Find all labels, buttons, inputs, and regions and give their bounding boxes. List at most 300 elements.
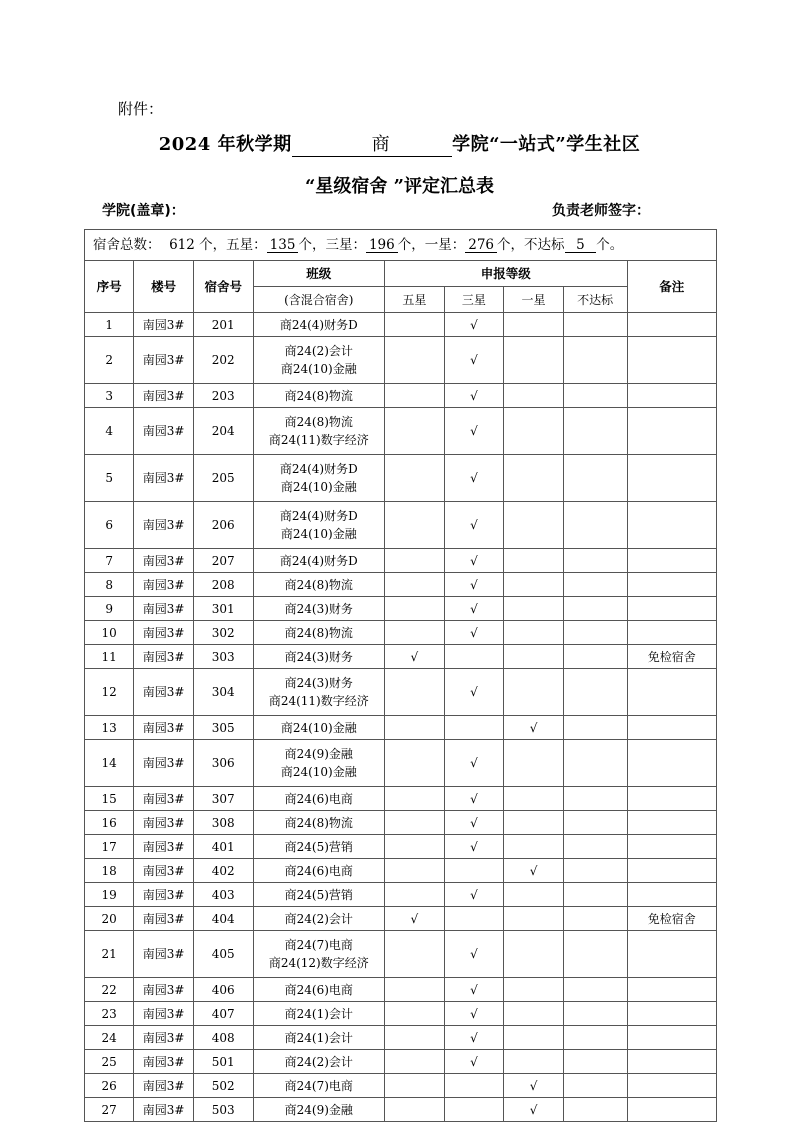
remark-cell [627, 811, 716, 835]
header-grade: 申报等级 [385, 261, 627, 287]
room-cell: 501 [193, 1050, 253, 1074]
header-class: 班级 [253, 261, 385, 287]
building-cell: 南园3# [134, 1098, 194, 1122]
class-cell [253, 549, 385, 573]
class-cell [253, 835, 385, 859]
grade-one-cell [504, 573, 564, 597]
room-cell: 407 [193, 1002, 253, 1026]
building-cell: 南园3# [134, 835, 194, 859]
building-cell: 南园3# [134, 645, 194, 669]
grade-fail-cell [563, 597, 627, 621]
class-name: 商24(4)财务D [279, 553, 358, 568]
row-number: 20 [85, 907, 134, 931]
class-name: 商24(5)营销 [284, 839, 353, 854]
check-mark: √ [470, 815, 478, 830]
grade-five-cell [385, 1098, 445, 1122]
grade-three-cell [444, 1074, 504, 1098]
five-star-count: 135 [267, 238, 299, 253]
teacher-sign-label: 负责老师签字： [552, 203, 650, 219]
check-mark: √ [529, 1078, 538, 1093]
table-row [85, 883, 717, 907]
class-cell [253, 859, 385, 883]
title-prefix: 2024 年秋学期 [158, 134, 292, 155]
table-row [85, 384, 717, 408]
grade-three-cell [444, 597, 504, 621]
grade-five-cell [385, 384, 445, 408]
table-row [85, 1074, 717, 1098]
table-row [85, 313, 717, 337]
grade-five-cell [385, 313, 445, 337]
grade-five-cell [385, 645, 445, 669]
grade-five-cell [385, 787, 445, 811]
grade-fail-cell [563, 408, 627, 455]
grade-five-cell [385, 859, 445, 883]
room-cell: 302 [193, 621, 253, 645]
class-cell [253, 313, 385, 337]
room-cell: 406 [193, 978, 253, 1002]
class-name: 商24(10)金融 [280, 720, 357, 735]
class-name: 商24(11)数字经济 [268, 694, 369, 708]
check-mark: √ [470, 353, 478, 367]
building-cell: 南园3# [134, 1026, 194, 1050]
grade-five-cell [385, 740, 445, 787]
remark-cell [627, 740, 716, 787]
class-cell [253, 1026, 385, 1050]
remark-cell [627, 1002, 716, 1026]
row-number: 14 [85, 740, 134, 787]
class-name: 商24(4)财务D [279, 317, 358, 332]
grade-one-cell [504, 1002, 564, 1026]
building-cell: 南园3# [134, 597, 194, 621]
fail-count: 5 [565, 238, 597, 253]
check-mark: √ [529, 720, 538, 735]
class-name: 商24(7)电商 [284, 1078, 353, 1093]
remark-cell [627, 408, 716, 455]
check-mark: √ [470, 947, 478, 961]
class-cell [253, 907, 385, 931]
room-cell: 305 [193, 716, 253, 740]
row-number: 17 [85, 835, 134, 859]
table-row [85, 455, 717, 502]
grade-fail-cell [563, 573, 627, 597]
grade-five-cell [385, 549, 445, 573]
grade-five-cell [385, 907, 445, 931]
building-cell: 南园3# [134, 549, 194, 573]
grade-fail-cell [563, 337, 627, 384]
grade-three-cell [444, 835, 504, 859]
remark-cell [627, 1098, 716, 1122]
grade-fail-cell [563, 549, 627, 573]
grade-three-cell [444, 573, 504, 597]
class-cell [253, 337, 385, 384]
grade-five-cell [385, 1002, 445, 1026]
college-fill: 商 [292, 130, 453, 157]
remark-cell [627, 549, 716, 573]
grade-fail-cell [563, 313, 627, 337]
grade-five-cell [385, 883, 445, 907]
grade-three-cell [444, 645, 504, 669]
building-cell: 南园3# [134, 716, 194, 740]
grade-fail-cell [563, 669, 627, 716]
class-name: 商24(2)会计 [284, 344, 353, 358]
attachment-label: 附件： [118, 100, 164, 118]
building-cell: 南园3# [134, 313, 194, 337]
grade-one-cell [504, 502, 564, 549]
building-cell: 南园3# [134, 907, 194, 931]
check-mark: √ [470, 1030, 478, 1045]
room-cell: 403 [193, 883, 253, 907]
remark-cell [627, 1026, 716, 1050]
room-cell: 203 [193, 384, 253, 408]
grade-three-cell [444, 549, 504, 573]
grade-five-cell [385, 337, 445, 384]
grade-five-cell [385, 835, 445, 859]
row-number: 24 [85, 1026, 134, 1050]
grade-five-cell [385, 455, 445, 502]
table-row [85, 859, 717, 883]
row-number: 9 [85, 597, 134, 621]
header-one-star: 一星 [504, 287, 564, 313]
check-mark: √ [470, 553, 478, 568]
building-cell: 南园3# [134, 669, 194, 716]
grade-three-cell [444, 384, 504, 408]
class-name: 商24(6)电商 [284, 863, 353, 878]
check-mark: √ [470, 1054, 478, 1069]
grade-one-cell [504, 337, 564, 384]
building-cell: 南园3# [134, 883, 194, 907]
room-cell: 207 [193, 549, 253, 573]
class-cell [253, 716, 385, 740]
building-cell: 南园3# [134, 337, 194, 384]
grade-one-cell [504, 1026, 564, 1050]
college-seal-label: 学院(盖章)： [102, 203, 185, 219]
table-row [85, 740, 717, 787]
grade-one-cell [504, 883, 564, 907]
grade-one-cell [504, 408, 564, 455]
class-cell [253, 931, 385, 978]
grade-fail-cell [563, 1098, 627, 1122]
room-cell: 204 [193, 408, 253, 455]
row-number: 5 [85, 455, 134, 502]
grade-three-cell [444, 337, 504, 384]
building-cell: 南园3# [134, 787, 194, 811]
table-row [85, 621, 717, 645]
table-row [85, 931, 717, 978]
class-name: 商24(7)电商 [284, 938, 353, 952]
grade-three-cell [444, 740, 504, 787]
grade-three-cell [444, 669, 504, 716]
class-name: 商24(1)会计 [284, 1030, 353, 1045]
grade-one-cell [504, 645, 564, 669]
building-cell: 南园3# [134, 1074, 194, 1098]
grade-five-cell [385, 502, 445, 549]
remark-cell [627, 573, 716, 597]
table-row [85, 1050, 717, 1074]
class-name: 商24(8)物流 [284, 577, 353, 592]
room-cell: 308 [193, 811, 253, 835]
class-cell [253, 1098, 385, 1122]
grade-three-cell [444, 1098, 504, 1122]
remark-cell [627, 313, 716, 337]
header-room: 宿舍号 [193, 261, 253, 313]
check-mark: √ [529, 1102, 538, 1117]
check-mark: √ [470, 982, 478, 997]
room-cell: 404 [193, 907, 253, 931]
grade-three-cell [444, 621, 504, 645]
class-cell [253, 1050, 385, 1074]
grade-fail-cell [563, 978, 627, 1002]
grade-one-cell [504, 1050, 564, 1074]
check-mark: √ [470, 685, 478, 699]
remark-cell [627, 835, 716, 859]
table-row [85, 669, 717, 716]
class-cell [253, 669, 385, 716]
check-mark: √ [470, 601, 478, 616]
remark-cell [627, 931, 716, 978]
grade-one-cell [504, 859, 564, 883]
table-row [85, 549, 717, 573]
grade-fail-cell [563, 716, 627, 740]
grade-three-cell [444, 1002, 504, 1026]
check-mark: √ [470, 471, 478, 485]
row-number: 26 [85, 1074, 134, 1098]
class-cell [253, 455, 385, 502]
room-cell: 202 [193, 337, 253, 384]
room-cell: 401 [193, 835, 253, 859]
room-cell: 205 [193, 455, 253, 502]
remark-cell [627, 978, 716, 1002]
room-cell: 306 [193, 740, 253, 787]
grade-five-cell [385, 621, 445, 645]
building-cell: 南园3# [134, 455, 194, 502]
building-cell: 南园3# [134, 1002, 194, 1026]
class-name: 商24(10)金融 [280, 480, 357, 494]
document-title [0, 130, 799, 157]
grade-one-cell [504, 978, 564, 1002]
document-subtitle: “星级宿舍 ”评定汇总表 [305, 176, 494, 197]
header-fail: 不达标 [563, 287, 627, 313]
remark-cell [627, 669, 716, 716]
check-mark: √ [529, 863, 538, 878]
grade-five-cell [385, 1074, 445, 1098]
building-cell: 南园3# [134, 740, 194, 787]
remark-cell [627, 883, 716, 907]
grade-one-cell [504, 455, 564, 502]
grade-fail-cell [563, 787, 627, 811]
row-number: 27 [85, 1098, 134, 1122]
row-number: 23 [85, 1002, 134, 1026]
row-number: 7 [85, 549, 134, 573]
grade-fail-cell [563, 1002, 627, 1026]
class-name: 商24(11)数字经济 [268, 433, 369, 447]
table-row [85, 502, 717, 549]
remark-cell [627, 621, 716, 645]
room-cell: 408 [193, 1026, 253, 1050]
remark-cell [627, 384, 716, 408]
room-cell: 201 [193, 313, 253, 337]
grade-fail-cell [563, 455, 627, 502]
class-cell [253, 740, 385, 787]
building-cell: 南园3# [134, 859, 194, 883]
grade-five-cell [385, 408, 445, 455]
check-mark: √ [470, 839, 478, 854]
grade-one-cell [504, 621, 564, 645]
class-name: 商24(8)物流 [284, 815, 353, 830]
grade-five-cell [385, 573, 445, 597]
class-name: 商24(10)金融 [280, 362, 357, 376]
class-cell [253, 573, 385, 597]
grade-five-cell [385, 1026, 445, 1050]
class-name: 商24(10)金融 [280, 765, 357, 779]
grade-fail-cell [563, 1050, 627, 1074]
class-name: 商24(6)电商 [284, 791, 353, 806]
grade-three-cell [444, 408, 504, 455]
grade-fail-cell [563, 621, 627, 645]
grade-three-cell [444, 716, 504, 740]
check-mark: √ [470, 887, 478, 902]
row-number: 8 [85, 573, 134, 597]
summary-table [84, 229, 717, 1122]
title-suffix: 学院“一站式”学生社区 [452, 134, 641, 155]
grade-one-cell [504, 931, 564, 978]
grade-three-cell [444, 1026, 504, 1050]
row-number: 13 [85, 716, 134, 740]
grade-one-cell [504, 1074, 564, 1098]
class-name: 商24(4)财务D [279, 509, 358, 523]
class-name: 商24(12)数字经济 [268, 956, 369, 970]
remark-cell: 免检宿舍 [627, 907, 716, 931]
grade-one-cell [504, 384, 564, 408]
class-name: 商24(1)会计 [284, 1006, 353, 1021]
one-star-count: 276 [465, 238, 497, 253]
row-number: 1 [85, 313, 134, 337]
grade-fail-cell [563, 1026, 627, 1050]
building-cell: 南园3# [134, 408, 194, 455]
room-cell: 208 [193, 573, 253, 597]
row-number: 22 [85, 978, 134, 1002]
table-row [85, 1098, 717, 1122]
grade-three-cell [444, 883, 504, 907]
class-cell [253, 502, 385, 549]
class-name: 商24(9)金融 [284, 1102, 353, 1117]
grade-one-cell [504, 811, 564, 835]
grade-three-cell [444, 502, 504, 549]
room-cell: 303 [193, 645, 253, 669]
class-name: 商24(2)会计 [284, 911, 353, 926]
grade-three-cell [444, 859, 504, 883]
row-number: 18 [85, 859, 134, 883]
class-cell [253, 1074, 385, 1098]
row-number: 12 [85, 669, 134, 716]
class-name: 商24(9)金融 [284, 747, 353, 761]
grade-three-cell [444, 787, 504, 811]
grade-one-cell [504, 549, 564, 573]
check-mark: √ [470, 1006, 478, 1021]
grade-one-cell [504, 313, 564, 337]
check-mark: √ [470, 518, 478, 532]
check-mark: √ [470, 791, 478, 806]
class-name: 商24(8)物流 [284, 388, 353, 403]
remark-cell [627, 337, 716, 384]
remark-cell [627, 502, 716, 549]
table-row [85, 811, 717, 835]
table-row [85, 1026, 717, 1050]
three-star-count: 196 [366, 238, 398, 253]
building-cell: 南园3# [134, 621, 194, 645]
grade-one-cell [504, 740, 564, 787]
table-row [85, 573, 717, 597]
class-name: 商24(8)物流 [284, 625, 353, 640]
class-name: 商24(2)会计 [284, 1054, 353, 1069]
class-name: 商24(6)电商 [284, 982, 353, 997]
table-row [85, 787, 717, 811]
grade-three-cell [444, 811, 504, 835]
table-row [85, 645, 717, 669]
check-mark: √ [470, 625, 478, 640]
class-cell [253, 978, 385, 1002]
grade-fail-cell [563, 384, 627, 408]
room-cell: 304 [193, 669, 253, 716]
class-name: 商24(3)财务 [284, 649, 353, 664]
grade-fail-cell [563, 811, 627, 835]
grade-fail-cell [563, 645, 627, 669]
grade-five-cell [385, 716, 445, 740]
remark-cell [627, 455, 716, 502]
header-building: 楼号 [134, 261, 194, 313]
grade-five-cell [385, 1050, 445, 1074]
grade-fail-cell [563, 931, 627, 978]
class-cell [253, 811, 385, 835]
summary-row: 宿舍总数： 612 个，五星： 135 个，三星： 196 个，一星： 276 个，不达标 5 个。 [85, 230, 717, 261]
remark-cell [627, 859, 716, 883]
class-name: 商24(3)财务 [284, 601, 353, 616]
remark-cell [627, 1074, 716, 1098]
room-cell: 307 [193, 787, 253, 811]
grade-one-cell [504, 835, 564, 859]
table-row [85, 716, 717, 740]
table-row [85, 978, 717, 1002]
table-row [85, 408, 717, 455]
class-cell [253, 384, 385, 408]
class-cell [253, 883, 385, 907]
header-class-sub: (含混合宿舍) [253, 287, 385, 313]
table-row [85, 907, 717, 931]
class-name: 商24(4)财务D [279, 462, 358, 476]
room-cell: 402 [193, 859, 253, 883]
table-row [85, 1002, 717, 1026]
row-number: 4 [85, 408, 134, 455]
row-number: 10 [85, 621, 134, 645]
grade-fail-cell [563, 859, 627, 883]
grade-fail-cell [563, 1074, 627, 1098]
grade-fail-cell [563, 835, 627, 859]
building-cell: 南园3# [134, 931, 194, 978]
class-name: 商24(10)金融 [280, 527, 357, 541]
grade-five-cell [385, 978, 445, 1002]
check-mark: √ [470, 756, 478, 770]
remark-cell [627, 597, 716, 621]
grade-one-cell [504, 716, 564, 740]
row-number: 2 [85, 337, 134, 384]
check-mark: √ [470, 388, 478, 403]
row-number: 16 [85, 811, 134, 835]
class-cell [253, 1002, 385, 1026]
row-number: 3 [85, 384, 134, 408]
grade-five-cell [385, 669, 445, 716]
grade-five-cell [385, 597, 445, 621]
table-row [85, 337, 717, 384]
grade-five-cell [385, 811, 445, 835]
